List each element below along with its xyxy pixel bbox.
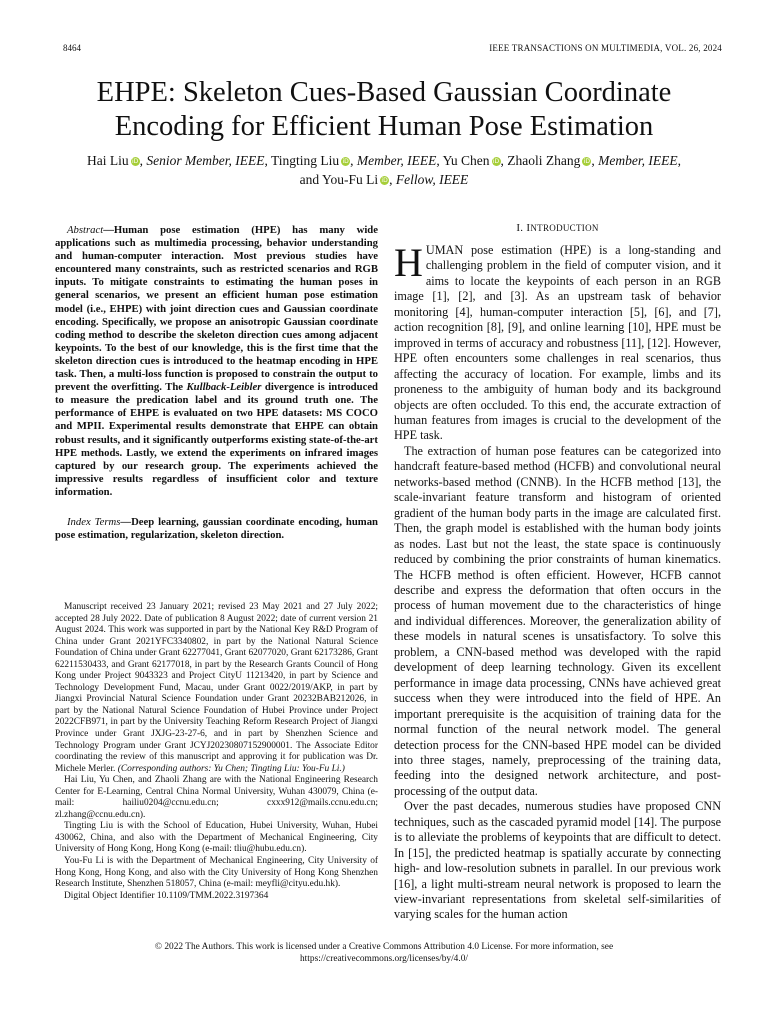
title-line-1: EHPE: Skeleton Cues-Based Gaussian Coordinate — [96, 77, 672, 108]
index-terms-label: Index Terms — [67, 515, 121, 528]
section-heading — [394, 222, 721, 234]
affiliation-note: Hai Liu, Yu Chen, and Zhaoli Zhang are with the National Engineering Research Center for E-Learning, Central China Normal University, Wuhan 430079, China (e-mail: hailiu0204@ccnu.edu.cn; cxxx912@mails.ccnu.edu.cn; zl.zhang@ccnu.edu.cn). — [55, 775, 378, 820]
body-paragraph: The extraction of human pose features can be categorized into handcraft feature-based method (HCFB) and convolutional neural networks-based method (CNNB). In the HCFB method [13], the scale-invariant feature transform and histogram of oriented gradient of the human body parts in the image are calculated first. Then, the graph model is established with the human body joints as nodes. Last but not the least, the state space is continuously reduced by combining the prior constraints of human kinematics. The HCFB method is often efficient. However, HCFB cannot describe and express the deformation that often occurs in the process of human movement due to the characteristics of hinge and individual differences. Moreover, the generalization ability of these models in natural scenes is unsatisfactory. To solve this problem, a CNN-based method was developed with the rapid development of deep learning technology. Given its excellent performance in image data processing, CNNs have achieved great success when they were introduced into the field of HPE. An important prerequisite is the acquisition of training data for the normal function of the neural network model. The general detection process for the CNN-based HPE model can be divided into three stages, namely, preprocessing of the training data, feeding into the designed network architecture, and post-processing of the output data. — [394, 443, 721, 798]
body-paragraph: Over the past decades, numerous studies have proposed CNN techniques, such as the cascaded pyramid model [14]. The purpose is to alleviate the problems of keypoints that are difficult to detect. In [15], the predicted heatmap is spatially accurate by connecting high- and low-resolution subnets in parallel. In our previous work [16], a light multi-stream neural network is proposed to learn the view-invariant representations from skeletal self-similarities of varying scales for the human action — [394, 799, 721, 922]
author-affiliation: Senior Member, IEEE — [146, 153, 265, 168]
author-affiliation: Member, IEEE — [356, 153, 437, 168]
right-column — [394, 222, 721, 923]
orcid-icon[interactable]: iD — [131, 158, 139, 165]
corresponding-authors: (Corresponding authors: Yu Chen; Tingting Liu: You-Fu Li.) — [117, 763, 345, 774]
doi-note: Digital Object Identifier 10.1109/TMM.2022.3197364 — [64, 890, 269, 901]
license-url[interactable]: https://creativecommons.org/licenses/by/4.0/ — [299, 954, 469, 964]
license-notice — [60, 941, 708, 965]
author-name: Yu Chen — [442, 153, 490, 168]
author-name: Zhaoli Zhang — [507, 153, 581, 168]
manuscript-note — [55, 602, 378, 775]
author-name: Hai Liu — [87, 153, 129, 168]
drop-cap: H — [394, 240, 423, 285]
abstract — [55, 224, 378, 499]
orcid-icon[interactable]: iD — [381, 177, 388, 184]
manuscript-text: Manuscript received 23 January 2021; revised 23 May 2021 and 27 July 2022; accepted 28 July 2022. Date of publication 8 August 2022; date of current version 21 August 2024. This work was supported in part by the National Key R&D Program of China under Grant 2021YFC3340802, in part by the National Natural Science Foundation of China under Grant 62277041, Grant 62077020, Grant 62173286, Grant 62211530433, and Grant 62177018, in part by the Research Grants Council of Hong Kong under Project 9043323 and Project CityU 11213420, in part by Science and Technology Development Fund, Macau, under Grant 0022/2019/AKP, in part by Jiangxi Provincial Natural Science Foundation under Grant 20232BAB212026, in part by the National Natural Science Foundation of Hubei Province under Project 2022CFB971, in part by the University Teaching Reform Research Project of Jiangxi Province under Grant JXJG-23-27-6, and in part by Shenzhen Science and Technology Program under Grant JCYJ20230807152900001. The Associate Editor coordinating the review of this manuscript and approving it for publication was Dr. Michele Merler. — [55, 602, 378, 774]
section-title-rest: NTRODUCTION — [530, 223, 599, 233]
index-terms — [55, 516, 378, 542]
author-affiliation: Fellow, IEEE — [395, 172, 469, 187]
abstract-text-part1: —Human pose estimation (HPE) has many wide applications such as multimedia processing, behavior understanding and human-computer interaction. Most previous studies have encountered many constraints, such as restricted scenarios and RGB inputs. To mitigate constraints to estimating the human poses in general scenarios, we present an efficient human pose estimation model (i.e., EHPE) with joint direction cues and Gaussian coordinate encoding. Specifically, we propose an anisotropic Gaussian coordinate coding method to describe the skeleton direction cues among adjacent keypoints. To the best of our knowledge, this is the first time that the skeleton direction cues is introduced to the heatmap encoding in HPE task. Then, a multi-loss function is proposed to constrain the output to prevent the overfitting. The — [55, 224, 378, 394]
index-terms-text: —Deep learning, gaussian coordinate encoding, human pose estimation, regularization, skeleton direction. — [55, 515, 378, 542]
author-name: Tingting Liu — [271, 153, 340, 168]
abstract-label: Abstract — [67, 224, 104, 236]
author-affiliation: Member, IEEE — [598, 153, 678, 168]
affiliation-note: You-Fu Li is with the Department of Mechanical Engineering, City University of Hong Kong, Hong Kong, and also with the City University of Hong Kong Shenzhen Research Institute, Shenzhen 518057, China (e-mail: meyfli@cityu.edu.hk). — [55, 856, 378, 890]
intro-paragraph — [394, 240, 721, 444]
intro-paragraph-text: UMAN pose estimation (HPE) is a long-standing and challenging problem in the field of computer vision, and it aims to locate the keypoints of each person in an RGB image [1], [2], and [3]. As an upstream task of behavior monitoring [4], human-computer interaction [5], [6], and [7], action recognition [8], [9], and online learning [10], HPE must be improved in terms of accuracy and robustness [11], [12]. However, HPE often encounters some challenges in real scenarios, thus affecting the accuracy of location. For example, limbs and its proneness to the ambiguity of human body and its background objects are often occluded. To this end, the accurate extraction of human features from images is crucial to the development of the HPE task. — [394, 243, 721, 443]
section-title-first: I — [526, 222, 531, 234]
paper-title — [40, 76, 728, 144]
orcid-icon[interactable]: iD — [492, 158, 500, 165]
footnotes — [55, 602, 378, 902]
affiliation-note: Tingting Liu is with the School of Education, Hubei University, Wuhan, Hubei 430062, China, and also with the Department of Mechanical Engineering, City University of Hong Kong, Hong Kong (e-mail: tliu@hubu.edu.cn). — [55, 821, 378, 855]
section-number: I. — [516, 222, 524, 234]
license-line-1: © 2022 The Authors. This work is licensed under a Creative Commons Attribution 4.0 License. For more information, see — [154, 942, 614, 952]
author-list: Hai Liu iD, Senior Member, IEEE, Tingting Liu iD, Member, IEEE, Yu Chen iD, Zhaoli Zhang iD, Member, IEEE, and You-Fu Li iD, Fellow, IEEE — [87, 153, 681, 187]
orcid-icon[interactable]: iD — [342, 158, 349, 165]
journal-header: IEEE TRANSACTIONS ON MULTIMEDIA, VOL. 26, 2024 — [489, 43, 722, 53]
abstract-text-part2: divergence is introduced to measure the predication label and its ground truth one. The performance of EHPE is evaluated on two HPE datasets: MS COCO and MPII. Experimental results demonstrate that EHPE can obtain robust results, and it significantly outperforms existing state-of-the-art HPE methods. Lastly, we extend the experiments on infrared images captured by our research group. The experiments achieved the impressive results regardless of insufficient color and texture information. — [55, 381, 379, 498]
abstract-kl-term: Kullback-Leibler — [186, 381, 262, 394]
left-column — [55, 224, 378, 542]
author-name: You-Fu Li — [322, 172, 379, 187]
orcid-icon[interactable]: iD — [583, 158, 591, 165]
page-number: 8464 — [63, 43, 81, 53]
title-line-2: Encoding for Efficient Human Pose Estimation — [114, 111, 654, 142]
